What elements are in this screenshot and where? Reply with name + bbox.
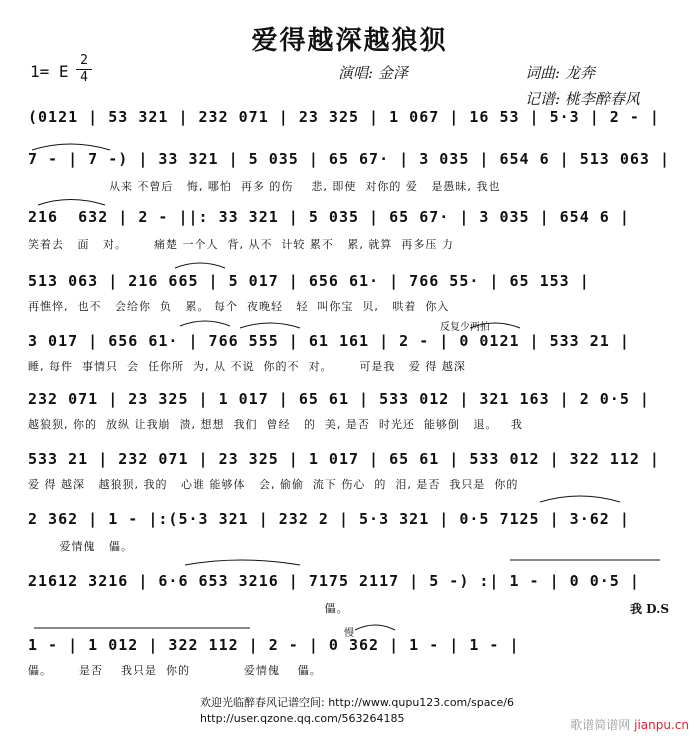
notation-line-10: 1 - | 1 012 | 322 112 | 2 - | 0 362 | 1 - | 1 - |	[28, 636, 520, 654]
notation-line-2: 7 - | 7 -) | 33 321 | 5 035 | 65 67· | 3 035 | 654 6 | 513 063 |	[28, 150, 670, 168]
time-signature-bottom: 4	[80, 70, 88, 85]
site-watermark	[570, 716, 689, 733]
notation-line-6: 232 071 | 23 325 | 1 017 | 65 61 | 533 012 | 321 163 | 2 0·5 |	[28, 390, 650, 408]
lyrics-line-1	[28, 132, 671, 148]
notation-line-9: 21612 3216 | 6·6 653 3216 | 7175 2117 | 5 -) :| 1 - | 0 0·5 |	[28, 572, 640, 590]
lyrics-line-10: 儡。 是否 我只是 你的 爱情傀 儡。	[28, 664, 322, 677]
lyrics-line-4: 再憔悴, 也不 会给你 负 累。 每个 夜晚轻 轻 叫你宝 贝, 哄着 你入	[28, 300, 450, 313]
composer-credit: 词曲: 龙奔	[525, 64, 595, 82]
notation-line-8: 2 362 | 1 - |:(5·3 321 | 232 2 | 5·3 321 | 0·5 7125 | 3·62 |	[28, 510, 630, 528]
lyrics-line-8: 爱情傀 儡。	[28, 540, 133, 553]
notator-credit: 记谱: 桃李醉春风	[525, 90, 640, 108]
lyrics-line-3: 笑着去 面 对。 痛楚 一个人 背, 从不 计较 累不 累, 就算 再多压 力	[28, 238, 454, 251]
lyrics-line-9: 儡。	[28, 602, 349, 615]
watermark-text: 歌谱简谱网	[570, 718, 631, 732]
footer-line-1: 欢迎光临醉春风记谱空间: http://www.qupu123.com/space/6	[200, 696, 514, 709]
time-signature-top: 2	[80, 53, 88, 68]
notation-line-1: (0121 | 53 321 | 232 071 | 23 325 | 1 067 | 16 53 | 5·3 | 2 - |	[28, 108, 660, 126]
notation-line-5: 3 017 | 656 61· | 766 555 | 61 161 | 2 - | 0 0121 | 533 21 |	[28, 332, 630, 350]
time-signature	[76, 54, 92, 85]
key-signature: 1= E	[30, 62, 69, 81]
repeat-note: 反复少两拍	[440, 322, 490, 333]
notation-line-7: 533 21 | 232 071 | 23 325 | 1 017 | 65 61 | 533 012 | 322 112 |	[28, 450, 660, 468]
ds-marker: 我 D.S	[630, 602, 670, 616]
slow-marker: 慢	[344, 628, 354, 639]
singer-credit: 演唱: 金泽	[338, 64, 408, 82]
lyrics-line-7: 爱 得 越深 越狼狈, 我的 心谁 能够体 会, 偷偷 流下 伤心 的 泪, 是否 我只是 你的	[28, 478, 519, 491]
lyrics-line-5: 睡, 每件 事情只 会 任你所 为, 从 不说 你的不 对。 可是我 爱 得 越深	[28, 360, 466, 373]
footer-line-2: http://user.qzone.qq.com/563264185	[200, 712, 405, 725]
notation-line-4: 513 063 | 216 665 | 5 017 | 656 61· | 766 55· | 65 153 |	[28, 272, 590, 290]
notation-line-3: 216 632 | 2 - ||: 33 321 | 5 035 | 65 67· | 3 035 | 654 6 |	[28, 208, 630, 226]
lyrics-line-2: 从来 不曾后 悔, 哪怕 再多 的伤 悲, 即使 对你的 爱 是愚昧, 我也	[28, 180, 501, 193]
lyrics-line-6: 越狼狈, 你的 放纵 让我崩 溃, 想想 我们 曾经 的 美, 是否 时光还 能够倒 退。 我	[28, 418, 523, 431]
song-title: 爱得越深越狼狈	[251, 26, 448, 56]
watermark-domain: jianpu.cn	[634, 718, 689, 732]
